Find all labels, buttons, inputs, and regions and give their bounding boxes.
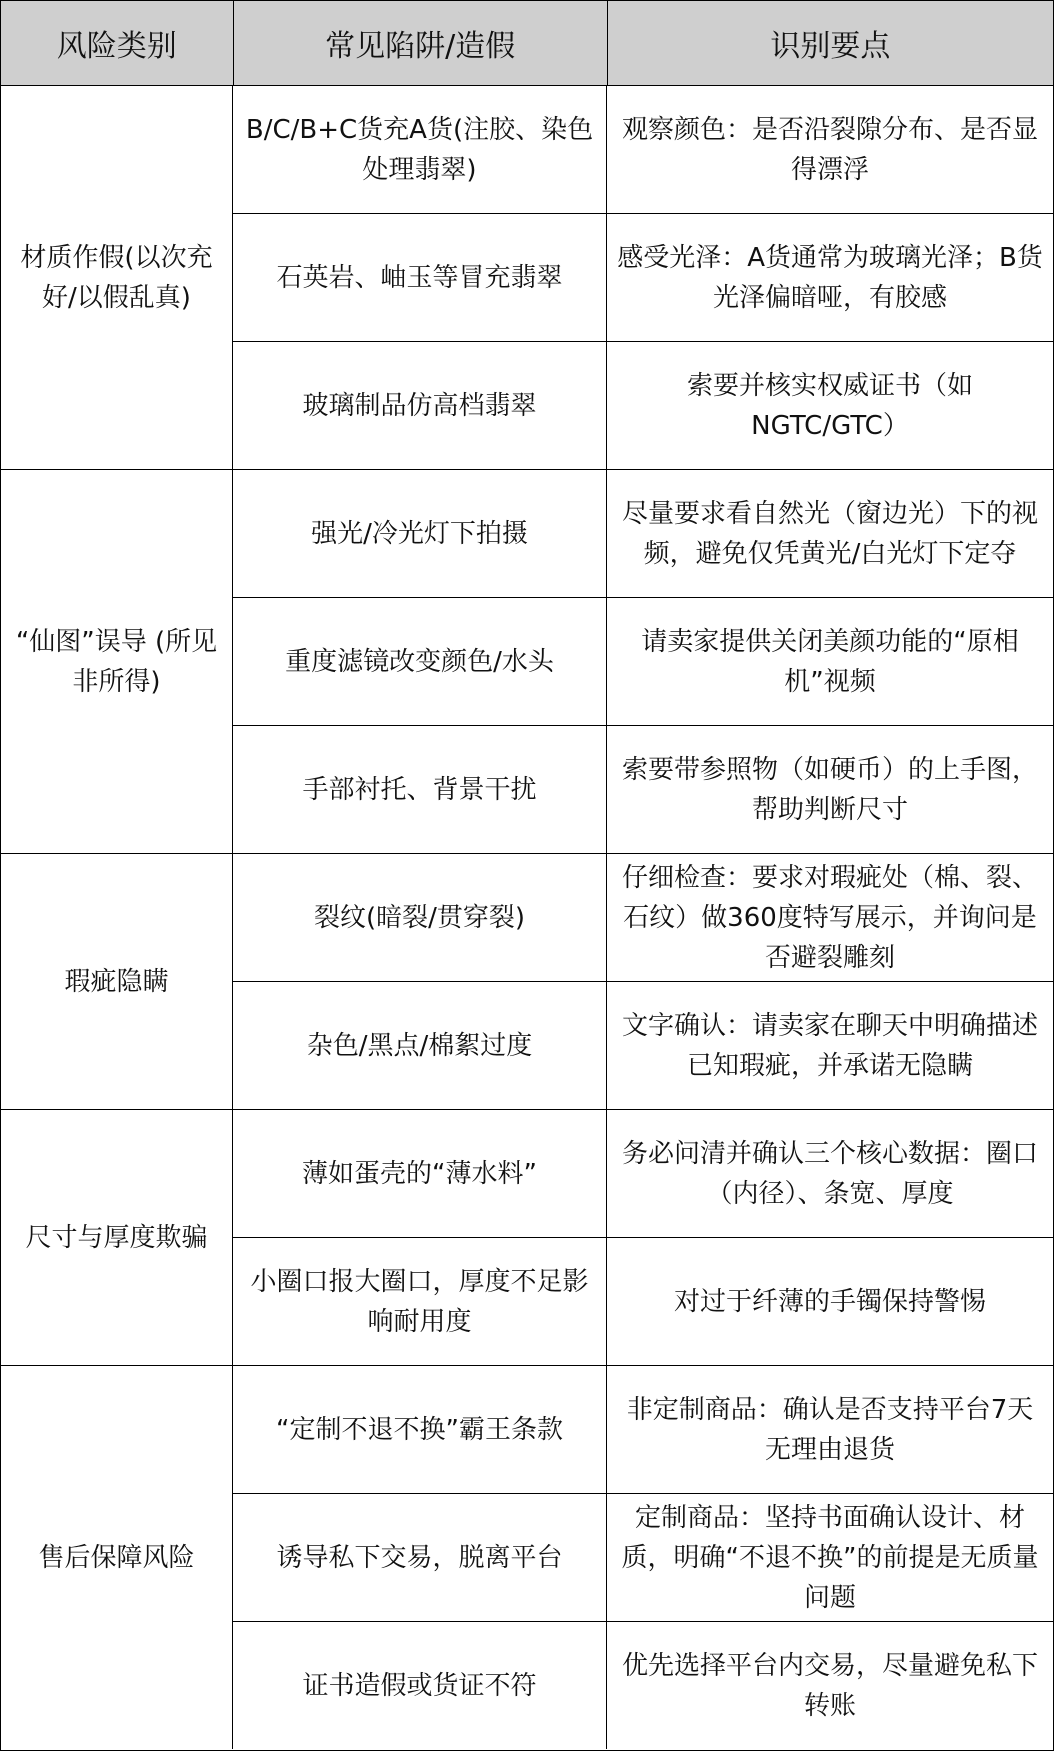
tip-cell: 索要并核实权威证书（如NGTC/GTC） [686,370,973,441]
table-row [233,1110,1053,1238]
table-row [233,214,1053,342]
trap-cell: 石英岩、岫玉等冒充翡翠 [233,214,607,341]
trap-cell: B/C/B+C货充A货(注胶、染色处理翡翠) [233,86,607,213]
risk-category-cell: 瑕疵隐瞒 [1,854,233,1109]
header-common-traps: 常见陷阱/造假 [234,1,608,85]
table-row [233,1622,1053,1749]
tip-cell: 文字确认：请卖家在聊天中明确描述已知瑕疵，并承诺无隐瞒 [621,1010,1038,1081]
tip-cell: 观察颜色：是否沿裂隙分布、是否显得漂浮 [621,114,1038,185]
risk-category-cell: 售后保障风险 [1,1366,233,1749]
tip-cell: 尽量要求看自然光（窗边光）下的视频，避免仅凭黄光/白光灯下定夺 [621,498,1038,569]
tip-cell: 定制商品：坚持书面确认设计、材质，明确“不退不换”的前提是无质量问题 [621,1502,1039,1613]
table-row [233,982,1053,1109]
trap-cell: 小圈口报大圈口，厚度不足影响耐用度 [233,1238,607,1365]
header-identification-points: 识别要点 [770,29,891,64]
tip-cell: 索要带参照物（如硬币）的上手图，帮助判断尺寸 [621,754,1038,825]
risk-group [1,854,1053,1110]
tip-cell: 对过于纤薄的手镯保持警惕 [673,1286,986,1317]
risk-group [1,1366,1053,1749]
table-row [233,342,1053,469]
table-row [233,854,1053,982]
trap-cell: 重度滤镜改变颜色/水头 [233,598,607,725]
table-row [233,598,1053,726]
tip-cell: 优先选择平台内交易，尽量避免私下转账 [621,1650,1038,1721]
tip-cell: 非定制商品：确认是否支持平台7天无理由退货 [626,1394,1034,1465]
table-row [233,1366,1053,1494]
tip-cell: 请卖家提供关闭美颜功能的“原相机”视频 [641,626,1019,697]
risk-group [1,86,1053,470]
risk-category-cell: 尺寸与厚度欺骗 [1,1110,233,1365]
table-row [233,726,1053,853]
trap-cell: 玻璃制品仿高档翡翠 [233,342,607,469]
trap-cell: 手部衬托、背景干扰 [233,726,607,853]
tip-cell: 务必问清并确认三个核心数据：圈口（内径）、条宽、厚度 [621,1138,1038,1209]
risk-group [1,470,1053,854]
table-row [233,1238,1053,1365]
trap-cell: 杂色/黑点/棉絮过度 [233,982,607,1109]
table-row [233,1494,1053,1622]
trap-cell: 诱导私下交易，脱离平台 [233,1494,607,1621]
trap-cell: 裂纹(暗裂/贯穿裂) [233,854,607,981]
risk-category-cell: 材质作假(以次充好/以假乱真) [1,86,233,469]
risk-category-cell: “仙图”误导 (所见非所得) [1,470,233,853]
table-row [233,470,1053,598]
trap-cell: “定制不退不换”霸王条款 [233,1366,607,1493]
trap-cell: 薄如蛋壳的“薄水料” [233,1110,607,1237]
table-header [1,1,1053,86]
trap-cell: 强光/冷光灯下拍摄 [233,470,607,597]
risk-group [1,1110,1053,1366]
header-risk-category: 风险类别 [1,1,234,85]
trap-cell: 证书造假或货证不符 [233,1622,607,1749]
table-row [233,86,1053,214]
tip-cell: 仔细检查：要求对瑕疵处（棉、裂、石纹）做360度特写展示，并询问是否避裂雕刻 [621,862,1038,973]
tip-cell: 感受光泽：A货通常为玻璃光泽；B货光泽偏暗哑，有胶感 [617,242,1043,313]
